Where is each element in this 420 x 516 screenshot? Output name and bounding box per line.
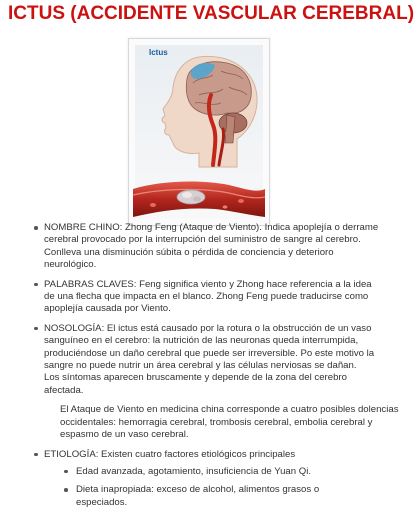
text-line: Los síntomas aparecen bruscamente y depende de la zona del cerebro: [44, 372, 347, 384]
paragraph: [76, 484, 386, 509]
text-line: NOMBRE CHINO: Zhong Feng (Ataque de Viento). Indica apoplejía o derrame: [44, 222, 379, 233]
bullet-icon: [34, 226, 38, 230]
illustration-label: Ictus: [149, 48, 168, 57]
text-line: ETIOLOGÍA: Existen cuatro factores etiológicos principales: [44, 448, 296, 460]
bullet-icon: [34, 453, 38, 457]
main-list: [0, 222, 420, 397]
list-item-palabras-claves: [0, 279, 420, 316]
text-line: cerebral provocado por la interrupción del suministro de sangre al cerebro.: [44, 234, 361, 246]
text-line: especiados.: [76, 496, 128, 508]
etiology-list: [0, 449, 420, 510]
text-line: neurológico.: [44, 259, 97, 271]
text-line: afectada.: [44, 384, 84, 396]
paragraph: [44, 449, 386, 461]
text-line: occidentales: hemorragia cerebral, trombosis cerebral, embolia cerebral y: [60, 416, 373, 428]
etiology-sub-list: [0, 466, 420, 509]
text-line: produciéndose un daño cerebral que puede ser irreversible. Po este motivo la: [44, 347, 375, 359]
list-item-nosologia: [0, 323, 420, 397]
text-line: apoplejía causada por Viento.: [44, 303, 171, 315]
page-title: ICTUS (ACCIDENTE VASCULAR CEREBRAL): [8, 3, 415, 24]
text-line: espasmo de un vaso cerebral.: [60, 429, 189, 441]
bullet-icon: [34, 283, 38, 287]
list-item-nombre-chino: [0, 222, 420, 272]
text-line: sangre no puede nutrir un área cerebral y las células nerviosas se dañan.: [44, 360, 357, 372]
text-line: PALABRAS CLAVES: Feng significa viento y Zhong hace referencia a la idea: [44, 278, 372, 290]
text-line: sanguíneo en el cerebro: la nutrición de las neuronas queda interrumpida,: [44, 335, 359, 347]
bullet-icon: [34, 327, 38, 331]
note-paragraph: [60, 404, 399, 441]
paragraph: [44, 279, 386, 316]
paragraph: [44, 222, 386, 272]
bullet-icon: [64, 488, 68, 492]
bullet-icon: [64, 470, 68, 474]
text-line: de una flecha que impacta en el blanco. Zhong Feng puede traducirse como: [44, 291, 369, 303]
paragraph: [76, 466, 386, 478]
brain-artery-image: [129, 39, 269, 225]
text-line: Dieta inapropiada: exceso de alcohol, alimentos grasos o: [76, 484, 320, 496]
paragraph: [44, 323, 386, 397]
article-content: [0, 222, 420, 516]
text-line: Conlleva una disminución súbita o pérdida de conciencia y deterioro: [44, 246, 334, 258]
sub-list-item: [0, 484, 420, 509]
list-item-etiologia: [0, 449, 420, 510]
text-line: Edad avanzada, agotamiento, insuficiencia de Yuan Qi.: [76, 465, 312, 477]
sub-list-item: [0, 466, 420, 478]
text-line: NOSOLOGÍA: El ictus está causado por la rotura o la obstrucción de un vaso: [44, 322, 372, 334]
ictus-illustration: [128, 38, 270, 226]
text-line: El Ataque de Viento en medicina china corresponde a cuatro posibles dolencias: [60, 404, 399, 416]
